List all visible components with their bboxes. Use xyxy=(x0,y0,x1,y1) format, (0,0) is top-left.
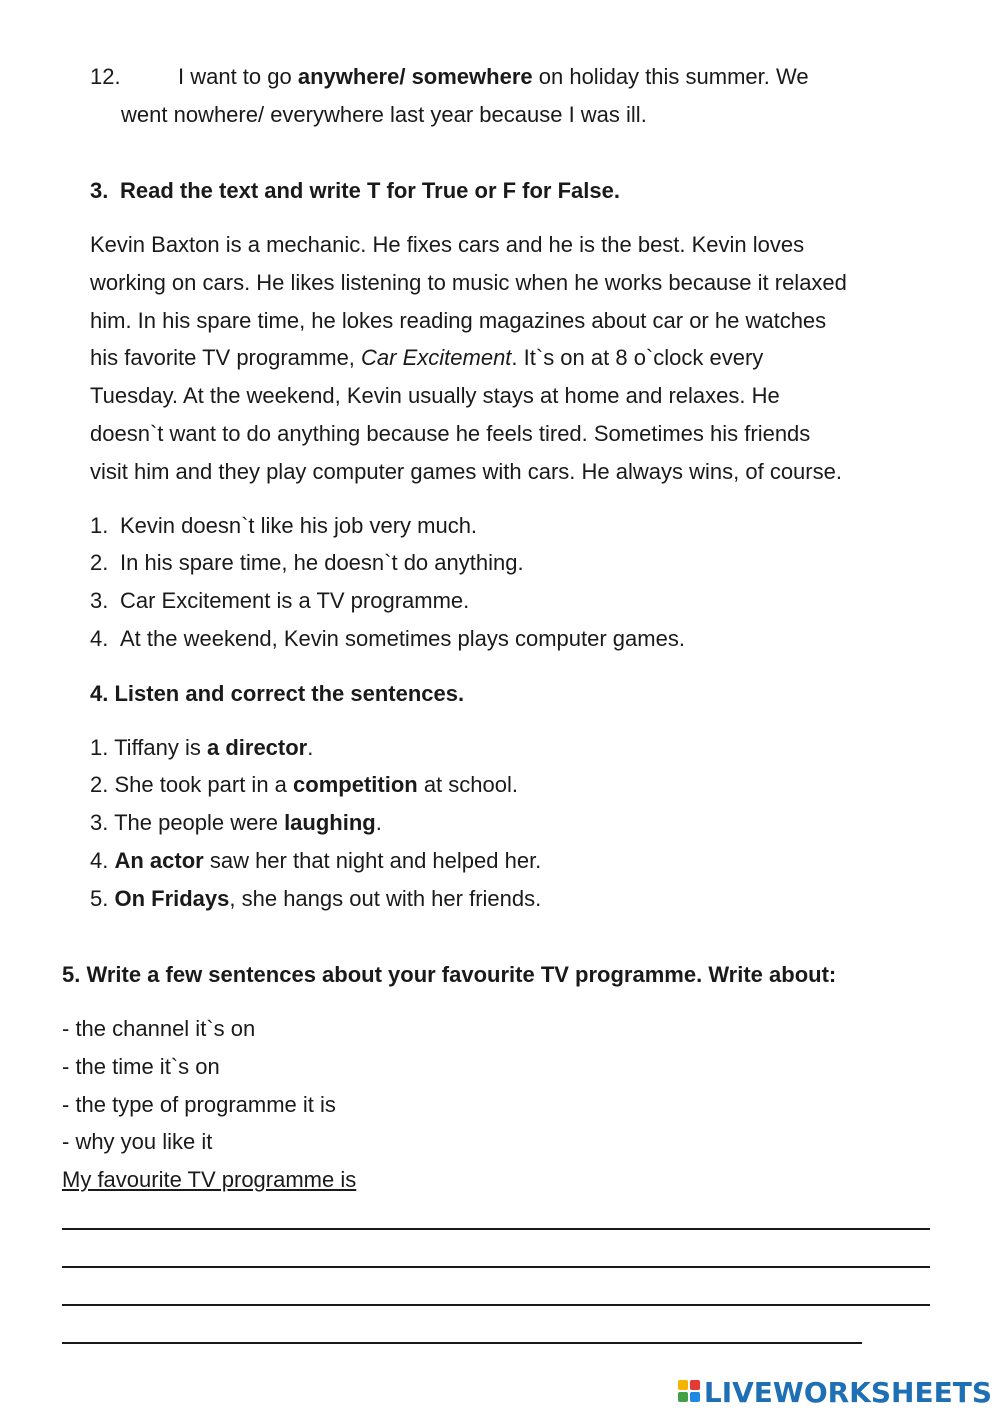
prompt-bullet: - the type of programme it is xyxy=(62,1092,336,1117)
section3-heading: 3. Read the text and write T for True or F for False. xyxy=(90,178,620,203)
writing-line[interactable] xyxy=(62,1304,930,1306)
section5-heading: 5. Write a few sentences about your favourite TV programme. Write about: xyxy=(62,962,837,987)
prompt-bullet: - the time it`s on xyxy=(62,1054,220,1079)
prompt-bullet: - the channel it`s on xyxy=(62,1016,256,1041)
programme-title: Car Excitement xyxy=(361,345,512,370)
section4-heading: 4. Listen and correct the sentences. xyxy=(90,681,465,706)
q12-number: 12. xyxy=(90,64,121,89)
correct-sentence: 2. She took part in a competition at school. xyxy=(90,772,518,797)
correct-sentence: 5. On Fridays, she hangs out with her friends. xyxy=(90,886,542,911)
logo-mark-icon xyxy=(678,1380,700,1404)
q12-line2: went nowhere/ everywhere last year because I was ill. xyxy=(121,102,647,127)
q12-choice: anywhere/ somewhere xyxy=(297,64,533,89)
tf-item: 2. In his spare time, he doesn`t do anything. xyxy=(90,550,524,575)
prompt-bullet: - why you like it xyxy=(62,1129,213,1154)
writing-line[interactable] xyxy=(62,1228,930,1230)
q12-line1: 12. I want to go anywhere/ somewhere on holiday this summer. We xyxy=(90,64,809,89)
liveworksheets-logo xyxy=(678,1375,992,1409)
correct-sentence: 3. The people were laughing. xyxy=(90,810,382,835)
logo-text: LIVEWORKSHEETS xyxy=(703,1375,992,1409)
writing-starter: My favourite TV programme is xyxy=(62,1167,357,1192)
writing-line[interactable] xyxy=(62,1342,862,1344)
tf-item: 3. Car Excitement is a TV programme. xyxy=(90,588,470,613)
tf-item: 4. At the weekend, Kevin sometimes plays computer games. xyxy=(90,626,685,651)
tf-item: 1. Kevin doesn`t like his job very much. xyxy=(90,513,478,538)
writing-line[interactable] xyxy=(62,1266,930,1268)
correct-sentence: 1. Tiffany is a director. xyxy=(90,735,314,760)
correct-sentence: 4. An actor saw her that night and helped her. xyxy=(90,848,542,873)
